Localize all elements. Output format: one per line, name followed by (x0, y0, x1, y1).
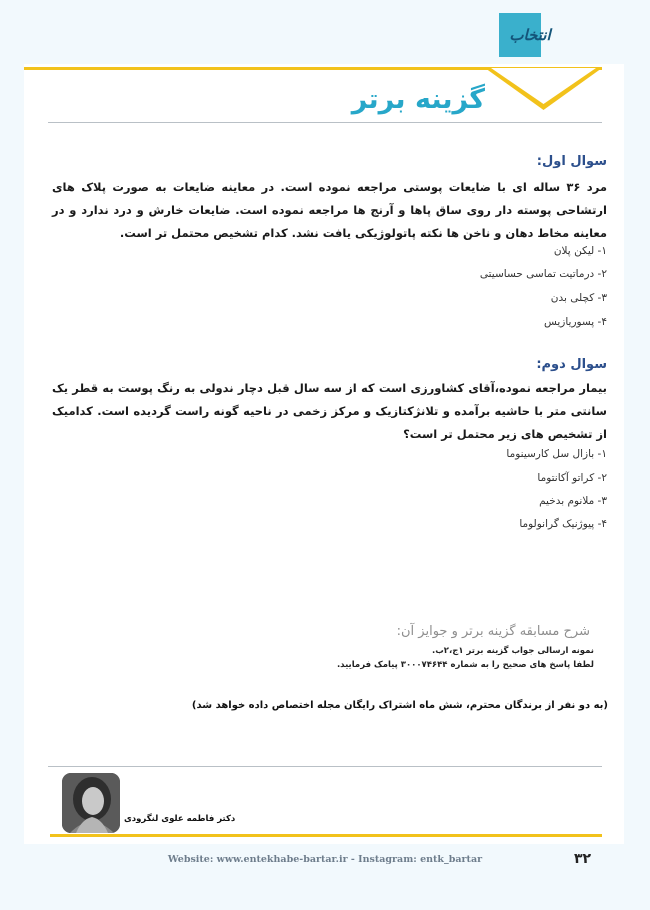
question-1-option-3: ۳- کچلی بدن (550, 292, 607, 304)
author-divider (48, 766, 602, 767)
prize-note: (به دو نفر از برندگان محترم، شش ماه اشتراک رایگان مجله اختصاص داده خواهد شد) (191, 700, 608, 711)
logo-text: انتخاب (509, 26, 551, 44)
author-portrait-icon (62, 773, 120, 833)
author-name: دکتر فاطمه علوی لنگرودی (124, 814, 236, 824)
page-number: ۳۲ (574, 851, 592, 867)
question-2-text: بیمار مراجعه نموده،آقای کشاورزی است که از سه سال قبل دچار ندولی به رنگ پوست به قطر یک سانتی متر با حاشیه برآمده و تلانژکتازیک و مرکز زخمی در ناحیه گونه راست گردیده است. کدامیک از تشخیص های زیر محتمل تر است؟ (52, 381, 607, 441)
question-1-option-4: ۴- پسوریازیس (543, 316, 607, 328)
contest-sms-instruction: لطفا پاسخ های صحیح را به شماره ۳۰۰۰۷۴۶۴۴ پیامک فرمایید. (336, 660, 594, 670)
bottom-divider (50, 834, 602, 837)
question-2-heading: سوال دوم: (536, 357, 607, 372)
header-divider (48, 122, 602, 123)
question-2-option-3: ۳- ملانوم بدخیم (539, 495, 607, 507)
contest-sample-answer: نمونه ارسالی جواب گزینه برتر ۱ج،۲ب. (432, 646, 594, 656)
question-1-heading: سوال اول: (536, 154, 607, 169)
page-title: گزینه برتر (351, 84, 485, 115)
question-1-text: مرد ۳۶ ساله ای با ضایعات پوستی مراجعه نموده است. در معاینه ضایعات به صورت پلاک های ارتشاحی پوسته دار روی ساق پاها و آرنج ها مراجعه نموده است. ضایعات خارش و درد ندارد و در معاینه مخاط دهان و ناخن ها نکته پاتولوژیکی یافت نشد. کدام تشخیص محتمل تر است. (52, 180, 607, 240)
contest-heading: شرح مسابقه گزینه برتر و جوایز آن: (396, 624, 590, 639)
question-2-option-1: ۱- بازال سل کارسینوما (506, 448, 607, 460)
title-chevron-icon (485, 68, 605, 112)
question-1-option-2: ۲- درماتیت تماسی حساسیتی (479, 268, 607, 280)
question-1-option-1: ۱- لیکن پلان (553, 245, 607, 257)
question-2-option-4: ۴- پیوژنیک گرانولوما (519, 518, 607, 530)
author-avatar (62, 773, 120, 833)
question-2-option-2: ۲- کراتو آکانتوما (537, 472, 607, 484)
footer-website: Website: www.entekhabe-bartar.ir - Instagram: entk_bartar (167, 854, 483, 865)
